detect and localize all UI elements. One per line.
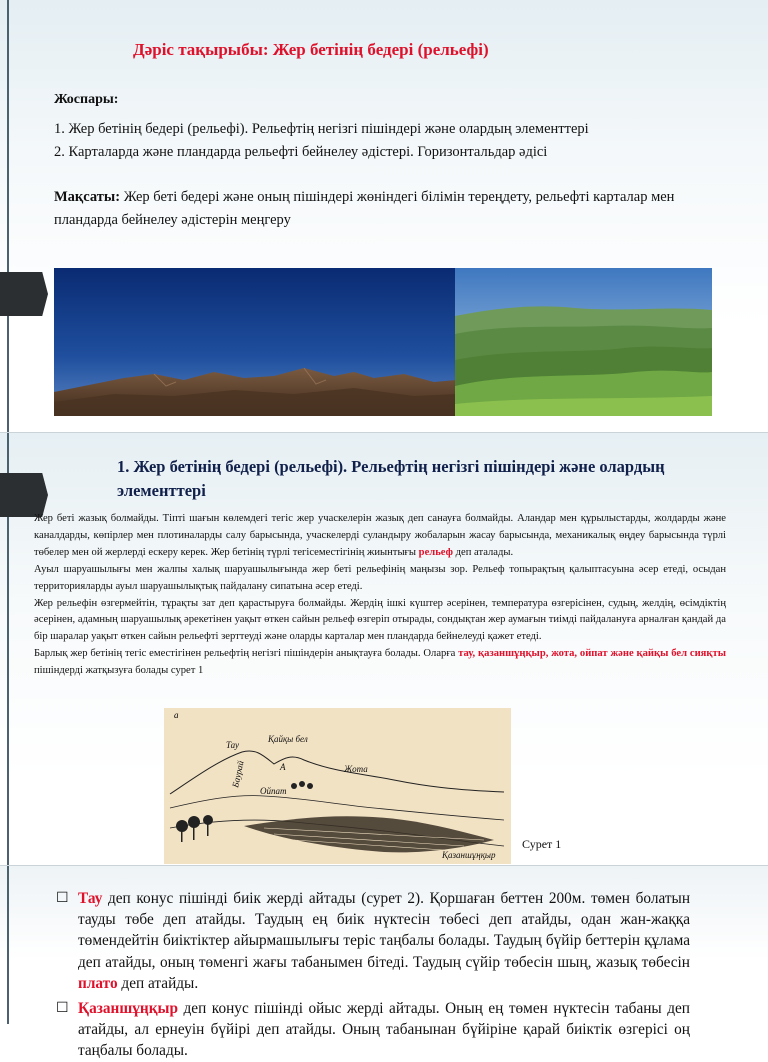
slide-tab-marker (0, 272, 48, 316)
plan-label: Жоспары: (54, 92, 119, 107)
figure-label-mountain: Тау (226, 740, 240, 750)
checkbox-bullet-icon: ☐ (56, 1000, 69, 1016)
checkbox-bullet-icon: ☐ (56, 890, 69, 906)
paragraph: Жер беті жазық болмайды. Тіпті шағын көлемдегі тегіс жер учаскелерін жазық деп санауға болмайды. Аландар мен құрылыстарды, жолдарды және каналдарды, көпірлер мен плотиналарды салу барысында, учаскелерді суландыру жобаларын жасау барысында, механикалық өңдеу барысында түрлі төбелер мен ой жерлерді ескеру керек. Жер бетінің түрлі тегісеместігінің жиынтығы рельеф деп аталады. (34, 513, 726, 558)
desert-mountains-image (54, 268, 456, 416)
figure-label-slope: Баурай (230, 759, 246, 789)
slide-1 (0, 0, 768, 432)
figure-corner-label: a (174, 710, 179, 720)
lecture-title: Дәріс тақырыбы: Жер бетінің бедері (рельефі) (133, 40, 489, 59)
figure-label-basin: Қазаншұңқыр (442, 850, 496, 860)
slide-edge-stripe (7, 866, 9, 1024)
slide-2 (0, 433, 768, 865)
paragraph: Ауыл шаруашылығы мен жалпы халық шаруашылығында жер беті рельефінің маңызы зор. Рельеф топырақтың қалыптасуына әсер етеді, осыдан территорияларды ауыл шаруашылықтық пайдалану сипатына әсер етеді. (34, 563, 726, 592)
goal-paragraph (54, 186, 724, 232)
figure-label-point: А (280, 762, 286, 772)
figure-label-saddle: Қайқы бел (268, 734, 308, 744)
figure-caption: Сурет 1 (522, 837, 562, 851)
slide-edge-stripe (7, 0, 9, 432)
slide-3 (0, 866, 768, 1060)
relief-forms-figure (164, 708, 511, 864)
figure-label-hollow: Ойпат (260, 786, 287, 796)
figure-label-ridge: Жота (344, 764, 368, 774)
plan-item: 1. Жер бетінің бедері (рельефі). Рельефтің негізгі пішіндері және олардың элементтері (54, 121, 589, 137)
section-body (34, 511, 726, 680)
goal-label: Мақсаты: (54, 189, 121, 205)
paragraph: Барлық жер бетінің тегіс еместігінен рельефтің негізгі пішіндерін анықтауға болады. Оларға тау, қазаншұңқыр, жота, ойпат және қайқы бел сияқты пішіндерді жатқызуға болады сурет 1 (34, 648, 726, 677)
green-hills-image (455, 268, 712, 416)
goal-text: Жер беті бедері және оның пішіндері жөніндегі білімін тереңдету, рельефті карталар мен пландарда бейнелеу әдістерін меңгеру (54, 189, 675, 228)
bullet-paragraph: ☐ Тау деп конус пішінді биік жерді айтады (сурет 2). Қоршаған беттен 200м. төмен болатын тауды төбе деп атайды. Таудың ең биік нүктесін төбесі деп атайды, одан жан-жаққа төмендейтін биіктіктер айырмашылығы теріс таңбалы болады. Таудың бүйір беттерін құлама деп атайды, оның төменгі жағы табанымен бітеді. Таудың сүйір төбесін шың, жазық төбесін плато деп атайды. (56, 890, 690, 992)
plan-item: 2. Карталарда және пландарда рельефті бейнелеу әдістері. Горизонтальдар әдісі (54, 144, 548, 160)
section-title: 1. Жер бетінің бедері (рельефі). Рельефтің негізгі пішіндері және олардың элементтері (117, 457, 665, 500)
bullet-paragraph: ☐ Қазаншұңқыр деп конус пішінді ойыс жерді айтады. Оның ең төмен нүктесін табаны деп атайды, ал ернеуін бүйірі деп атайды. Оның табанынан бүйіріне қарай биіктік өзгерісі оң таңбалы болады. (56, 1000, 690, 1060)
paragraph: Жер рельефін өзгермейтін, тұрақты зат деп қарастыруға болмайды. Жердің ішкі күштер әсерінен, температура өзгерісінен, судың, желдің, өсімдіктің әсерінен, адамның шаруашылық әрекетінен уақыт өткен сайын рельеф өзгеріп отырады, сондықтан жер аумағын тиімді пайдалануға арналған қандай да бір шаралар уақыт өткен сайын рельефті зерттеуді және оларды карталар мен пландарда бейнелеуді қажет етеді. (34, 597, 726, 643)
